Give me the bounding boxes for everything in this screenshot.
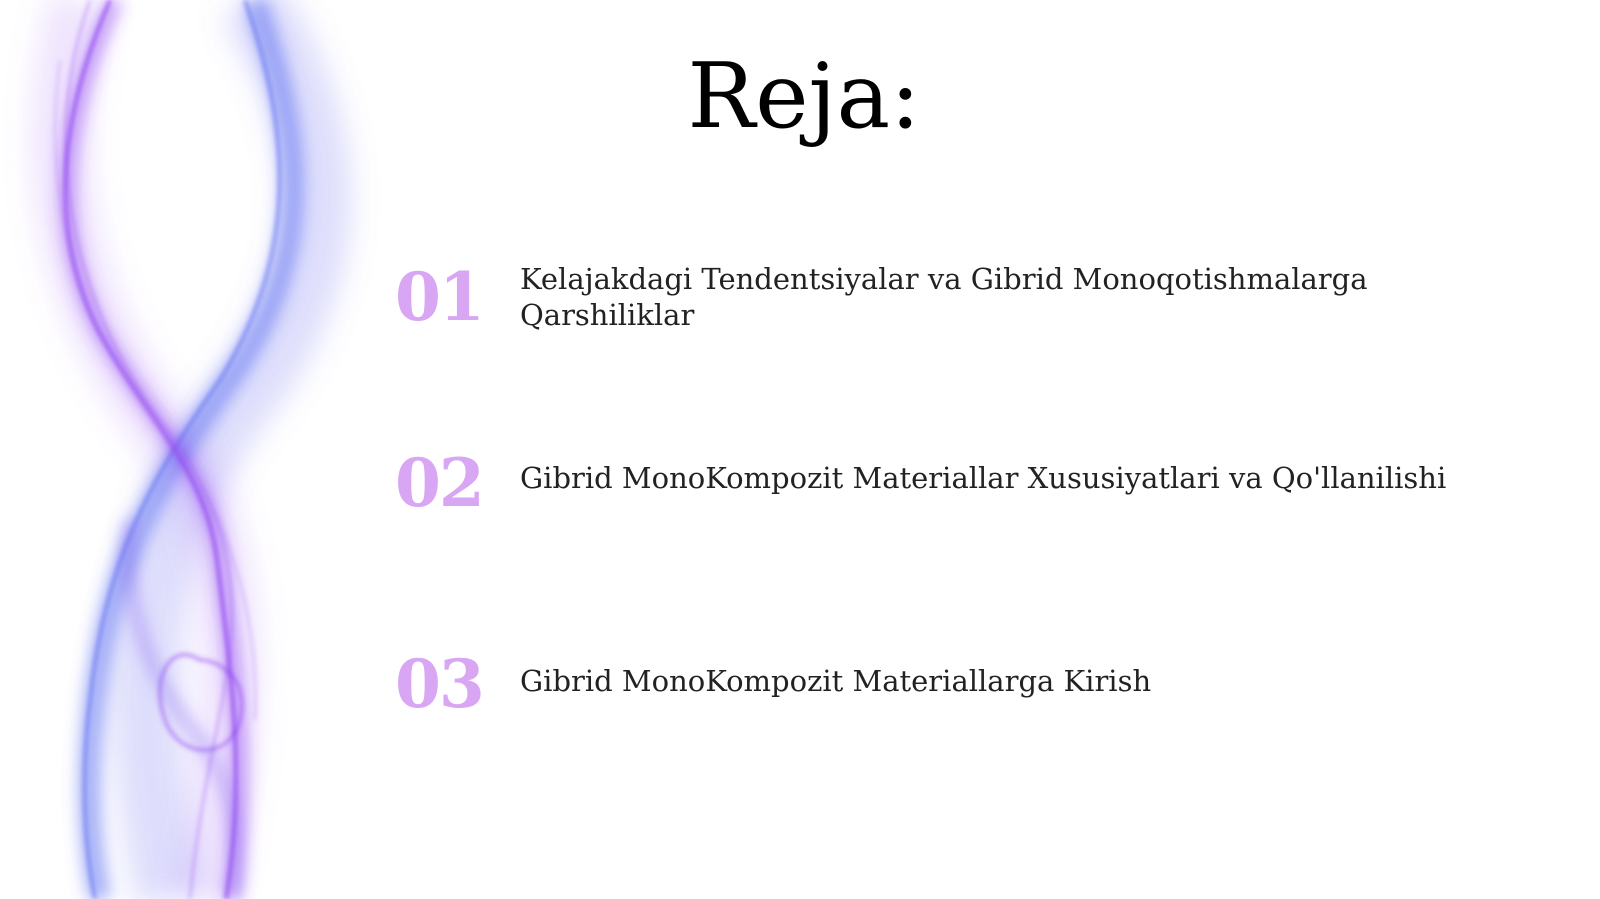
agenda-text-3: Gibrid MonoKompozit Materiallarga Kirish (520, 664, 1152, 698)
agenda-item-1 (395, 257, 1545, 347)
agenda-item-2 (395, 443, 1545, 533)
agenda-text-2: Gibrid MonoKompozit Materiallar Xususiyatlari va Qo'llanilishi (520, 461, 1447, 495)
agenda-number-2: 02 (395, 444, 483, 522)
slide-title (0, 42, 1600, 152)
agenda-text-1: Kelajakdagi Tendentsiyalar va Gibrid Monoqotishmalarga Qarshiliklar (520, 262, 1368, 332)
agenda-number-1: 01 (395, 258, 483, 336)
agenda-number-3: 03 (395, 645, 483, 723)
slide-title-text: Reja: (687, 44, 921, 149)
agenda-item-3 (395, 644, 1545, 734)
